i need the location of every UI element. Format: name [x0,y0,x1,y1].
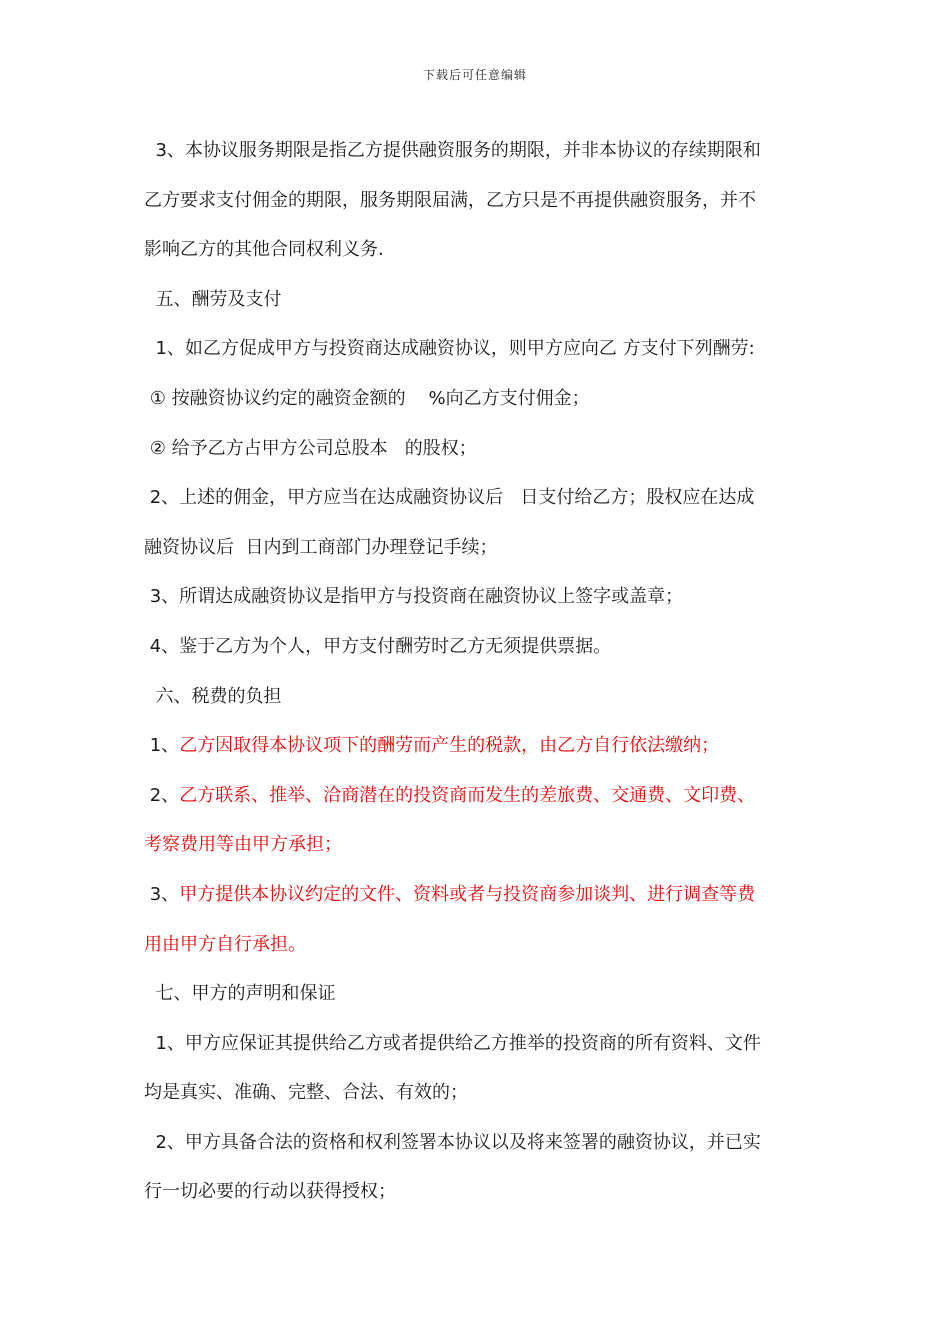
page-header: 下载后可任意编辑 [422,68,527,82]
section-heading: 六、税费的负担 [144,685,282,707]
paragraph-line: 1、乙方因取得本协议项下的酬劳而产生的税款，由乙方自行依法缴纳； [144,735,720,757]
paragraph-line: 融资协议后 日内到工商部门办理登记手续； [144,536,498,558]
paragraph-line: 行一切必要的行动以获得授权； [144,1181,396,1203]
paragraph-line: 用由甲方自行承担。 [144,933,306,955]
paragraph-line: 2、乙方联系、推举、洽商潜在的投资商而发生的差旅费、交通费、文印费、 [144,784,756,806]
paragraph-line: 1、如乙方促成甲方与投资商达成融资协议，则甲方应向乙 方支付下列酬劳: [144,338,755,360]
paragraph-line: 影响乙方的其他合同权利义务. [144,239,384,261]
paragraph-line: ② 给予乙方占甲方公司总股本 的股权； [144,437,477,459]
paragraph-line: 1、甲方应保证其提供给乙方或者提供给乙方推举的投资商的所有资料、文件 [144,1032,761,1054]
document-body [144,126,804,1217]
paragraph-line: 3、甲方提供本协议约定的文件、资料或者与投资商参加谈判、进行调查等费 [144,883,756,905]
paragraph-line: ① 按融资协议约定的融资金额的 %向乙方支付佣金； [144,387,590,409]
paragraph-line: 2、上述的佣金，甲方应当在达成融资协议后 日支付给乙方；股权应在达成 [144,487,755,509]
section-heading: 七、甲方的声明和保证 [144,983,336,1005]
paragraph-line: 4、鉴于乙方为个人，甲方支付酬劳时乙方无须提供票据。 [144,635,612,657]
paragraph-line: 3、所谓达成融资协议是指甲方与投资商在融资协议上签字或盖章； [144,586,684,608]
paragraph-line: 2、甲方具备合法的资格和权利签署本协议以及将来签署的融资协议，并已实 [144,1131,761,1153]
paragraph-line: 3、本协议服务期限是指乙方提供融资服务的期限，并非本协议的存续期限和 [144,140,761,161]
paragraph-line: 乙方要求支付佣金的期限，服务期限届满，乙方只是不再提供融资服务，并不 [144,189,756,211]
paragraph-line: 均是真实、准确、完整、合法、有效的； [144,1082,468,1104]
section-heading: 五、酬劳及支付 [144,288,282,310]
paragraph-line: 考察费用等由甲方承担； [144,834,342,856]
